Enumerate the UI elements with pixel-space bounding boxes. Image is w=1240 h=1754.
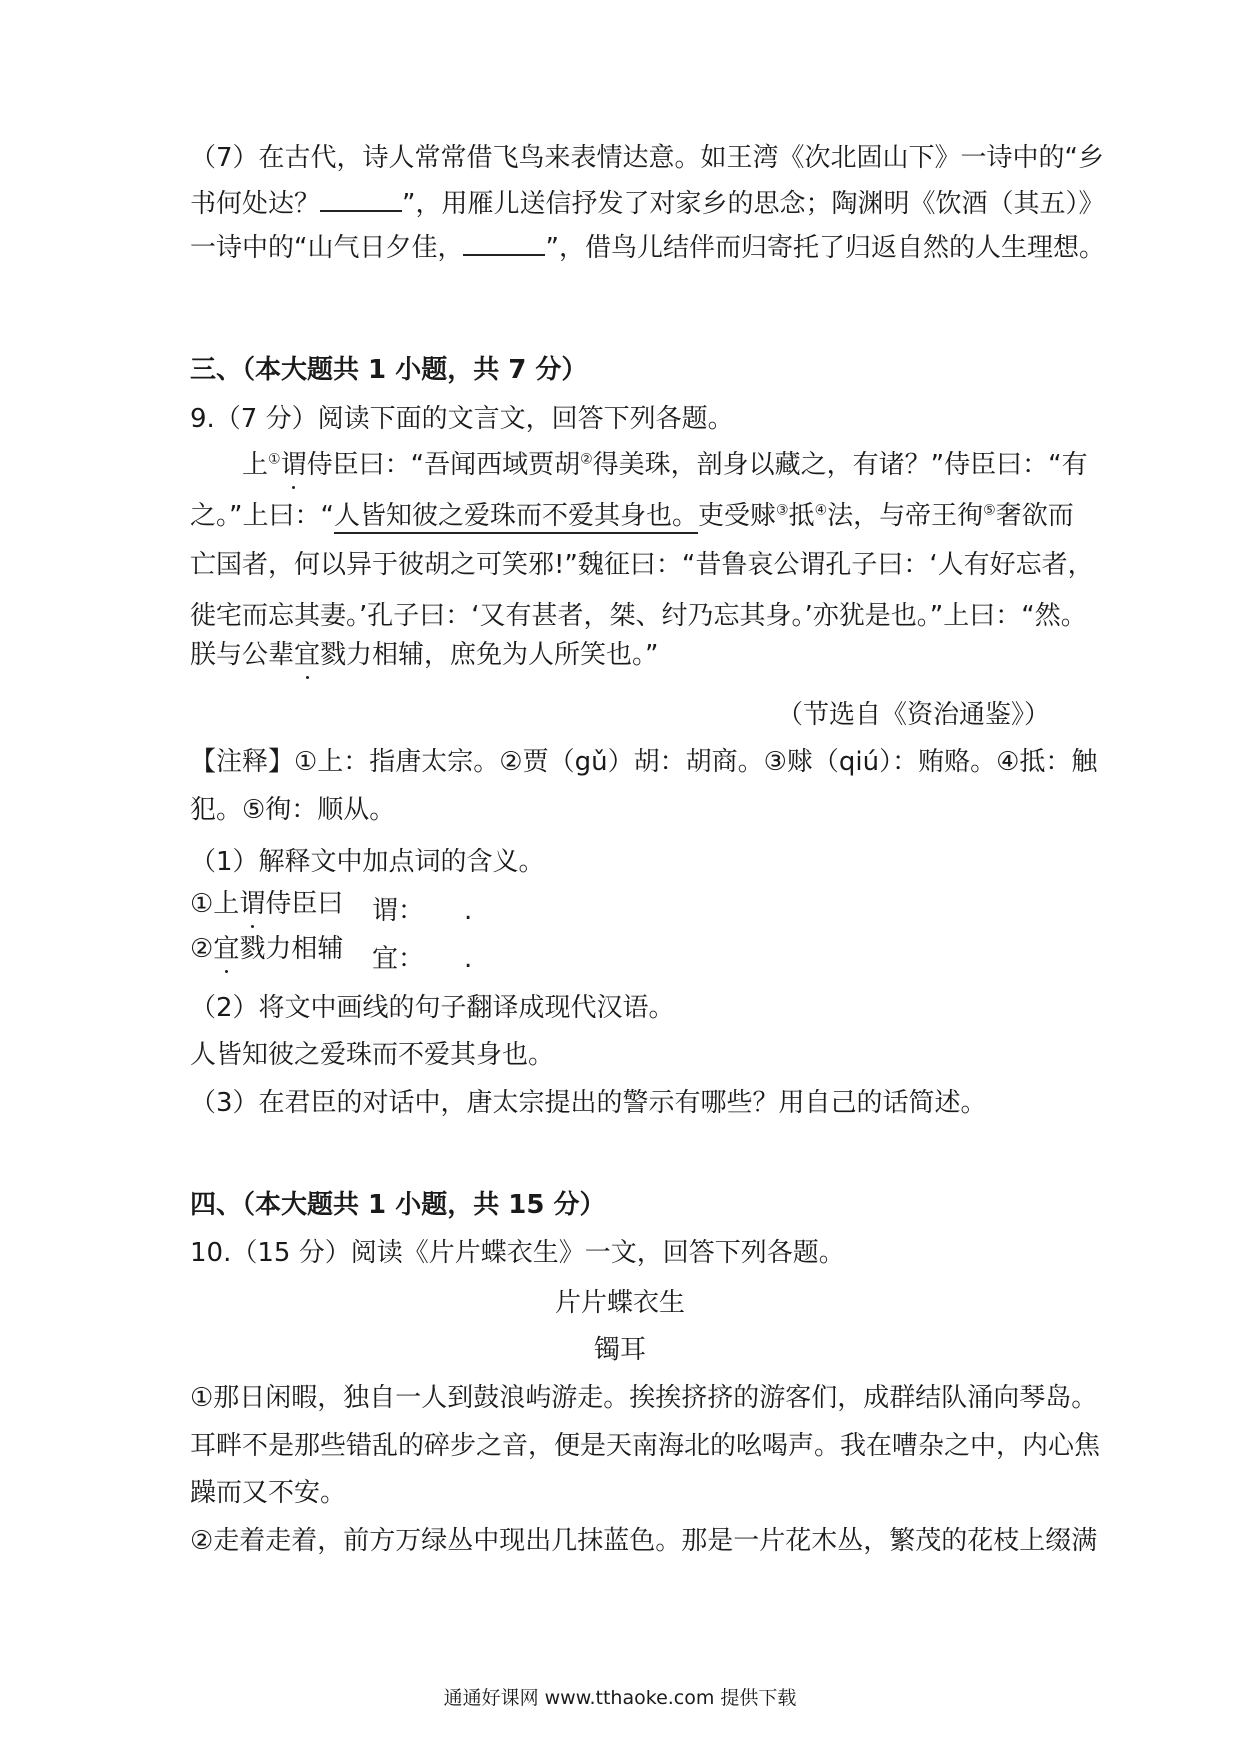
- passage-text: 法，与帝王徇: [827, 501, 984, 531]
- q7-text-1: （7）在古代，诗人常常借飞鸟来表情达意。如王湾《次北固山下》一诗中的“乡: [190, 143, 1105, 173]
- passage-text: 侍臣曰：“吾闻西域贾胡: [306, 450, 581, 480]
- q7-text-3b: ”，借鸟儿结伴而归寄托了归返自然的人生理想。: [545, 233, 1105, 263]
- footnote-marker: ②: [580, 451, 593, 468]
- passage-text: 吏受赇: [697, 501, 776, 531]
- article-paragraph-2-line-1: ②走着走着，前方万绿丛中现出几抹蓝色。那是一片花木丛，繁茂的花枝上缀满: [190, 1526, 1098, 1556]
- dotted-word: 宜: [213, 934, 240, 964]
- subquestion-1-item-2: [190, 934, 343, 964]
- section-3-title: 三、（本大题共 1 小题，共 7 分）: [190, 355, 588, 385]
- passage-text: 之。”上曰：“: [190, 501, 334, 531]
- q7-text-2a: 书何处达？: [190, 189, 321, 219]
- passage-text: 抵: [788, 501, 815, 531]
- item-text: ②: [190, 934, 214, 964]
- notes-line-1: 【注释】①上：指唐太宗。②贾（gǔ）胡：胡商。③赇（qiú）：贿赂。④抵：触: [190, 747, 1098, 777]
- passage-text: 戮力相辅，庶免为人所笑也。”: [320, 640, 659, 670]
- answer-field-wei[interactable]: [372, 896, 472, 926]
- article-title: 片片蝶衣生: [554, 1288, 685, 1318]
- footnote-marker: ③: [775, 502, 789, 519]
- subquestion-2: （2）将文中画线的句子翻译成现代汉语。: [190, 993, 675, 1023]
- article-paragraph-1-line-2: 耳畔不是那些错乱的碎步之音，便是天南海北的吆喝声。我在嘈杂之中，内心焦: [190, 1431, 1101, 1461]
- footnote-marker: ⑤: [983, 502, 996, 519]
- q7-line-3: [190, 232, 1105, 263]
- passage-text: 朕与公辈: [190, 640, 295, 670]
- passage-line-3: 亡国者，何以异于彼胡之可笑邪!”魏征曰：“昔鲁哀公谓孔子曰：‘人有好忘者，: [190, 550, 1094, 580]
- subquestion-1: （1）解释文中加点词的含义。: [190, 847, 545, 877]
- answer-end-mark: .: [464, 944, 473, 974]
- q9-intro: 9.（7 分）阅读下面的文言文，回答下列各题。: [190, 404, 734, 434]
- passage-text: 得美珠，剖身以藏之，有诸？”侍臣曰：“有: [592, 450, 1088, 480]
- passage-line-2: [190, 501, 1074, 531]
- article-paragraph-1-line-3: 躁而又不安。: [190, 1478, 347, 1508]
- passage-text: 奢欲而: [995, 501, 1074, 531]
- notes-line-2: 犯。⑤徇：顺从。: [190, 795, 396, 825]
- dotted-word: 谓: [239, 889, 266, 919]
- item-text: ①上: [190, 889, 240, 919]
- dotted-word: 宜: [294, 640, 321, 670]
- page-footer: 通通好课网 www.tthaoke.com 提供下载: [443, 1687, 797, 1709]
- subquestion-1-item-1: [190, 889, 343, 919]
- passage-line-1: [242, 450, 1088, 480]
- q7-text-2b: ”，用雁儿送信抒发了对家乡的思念；陶渊明《饮酒（其五）》: [402, 189, 1105, 219]
- subquestion-3: （3）在君臣的对话中，唐太宗提出的警示有哪些？用自己的话简述。: [190, 1088, 987, 1118]
- section-4-title: 四、（本大题共 1 小题，共 15 分）: [190, 1190, 606, 1220]
- underlined-sentence: 人皆知彼之爱珠而不爱其身也。: [334, 501, 698, 534]
- passage-line-5: [190, 640, 659, 670]
- item-text: 戮力相辅: [239, 934, 344, 964]
- article-paragraph-1-line-1: ①那日闲暇，独自一人到鼓浪屿游走。挨挨挤挤的游客们，成群结队涌向琴岛。: [190, 1383, 1098, 1413]
- item-text: 侍臣曰: [265, 889, 344, 919]
- footnote-marker: ①: [268, 451, 281, 468]
- footnote-marker: ④: [814, 502, 828, 519]
- answer-blank-2[interactable]: [463, 232, 545, 256]
- answer-label: 谓：: [372, 896, 425, 926]
- answer-blank-1[interactable]: [320, 188, 402, 212]
- answer-end-mark: .: [464, 896, 473, 926]
- answer-label: 宜：: [372, 944, 425, 974]
- article-author: 镯耳: [593, 1335, 646, 1365]
- q7-line-2: [190, 188, 1105, 219]
- answer-field-yi[interactable]: [372, 944, 472, 974]
- passage-line-4: 徙宅而忘其妻。’孔子曰：‘又有甚者，桀、纣乃忘其身。’亦犹是也。”上曰：“然。: [190, 601, 1087, 631]
- q7-line-1: [190, 143, 1104, 173]
- dotted-word: 谓: [280, 450, 307, 480]
- q7-text-3a: 一诗中的“山气日夕佳，: [190, 233, 464, 263]
- q10-intro: 10.（15 分）阅读《片片蝶衣生》一文，回答下列各题。: [190, 1238, 845, 1268]
- subquestion-2-sentence: 人皆知彼之爱珠而不爱其身也。: [190, 1040, 555, 1070]
- passage-source: （节选自《资治通鉴》）: [776, 700, 1050, 730]
- passage-text: 上: [242, 450, 269, 480]
